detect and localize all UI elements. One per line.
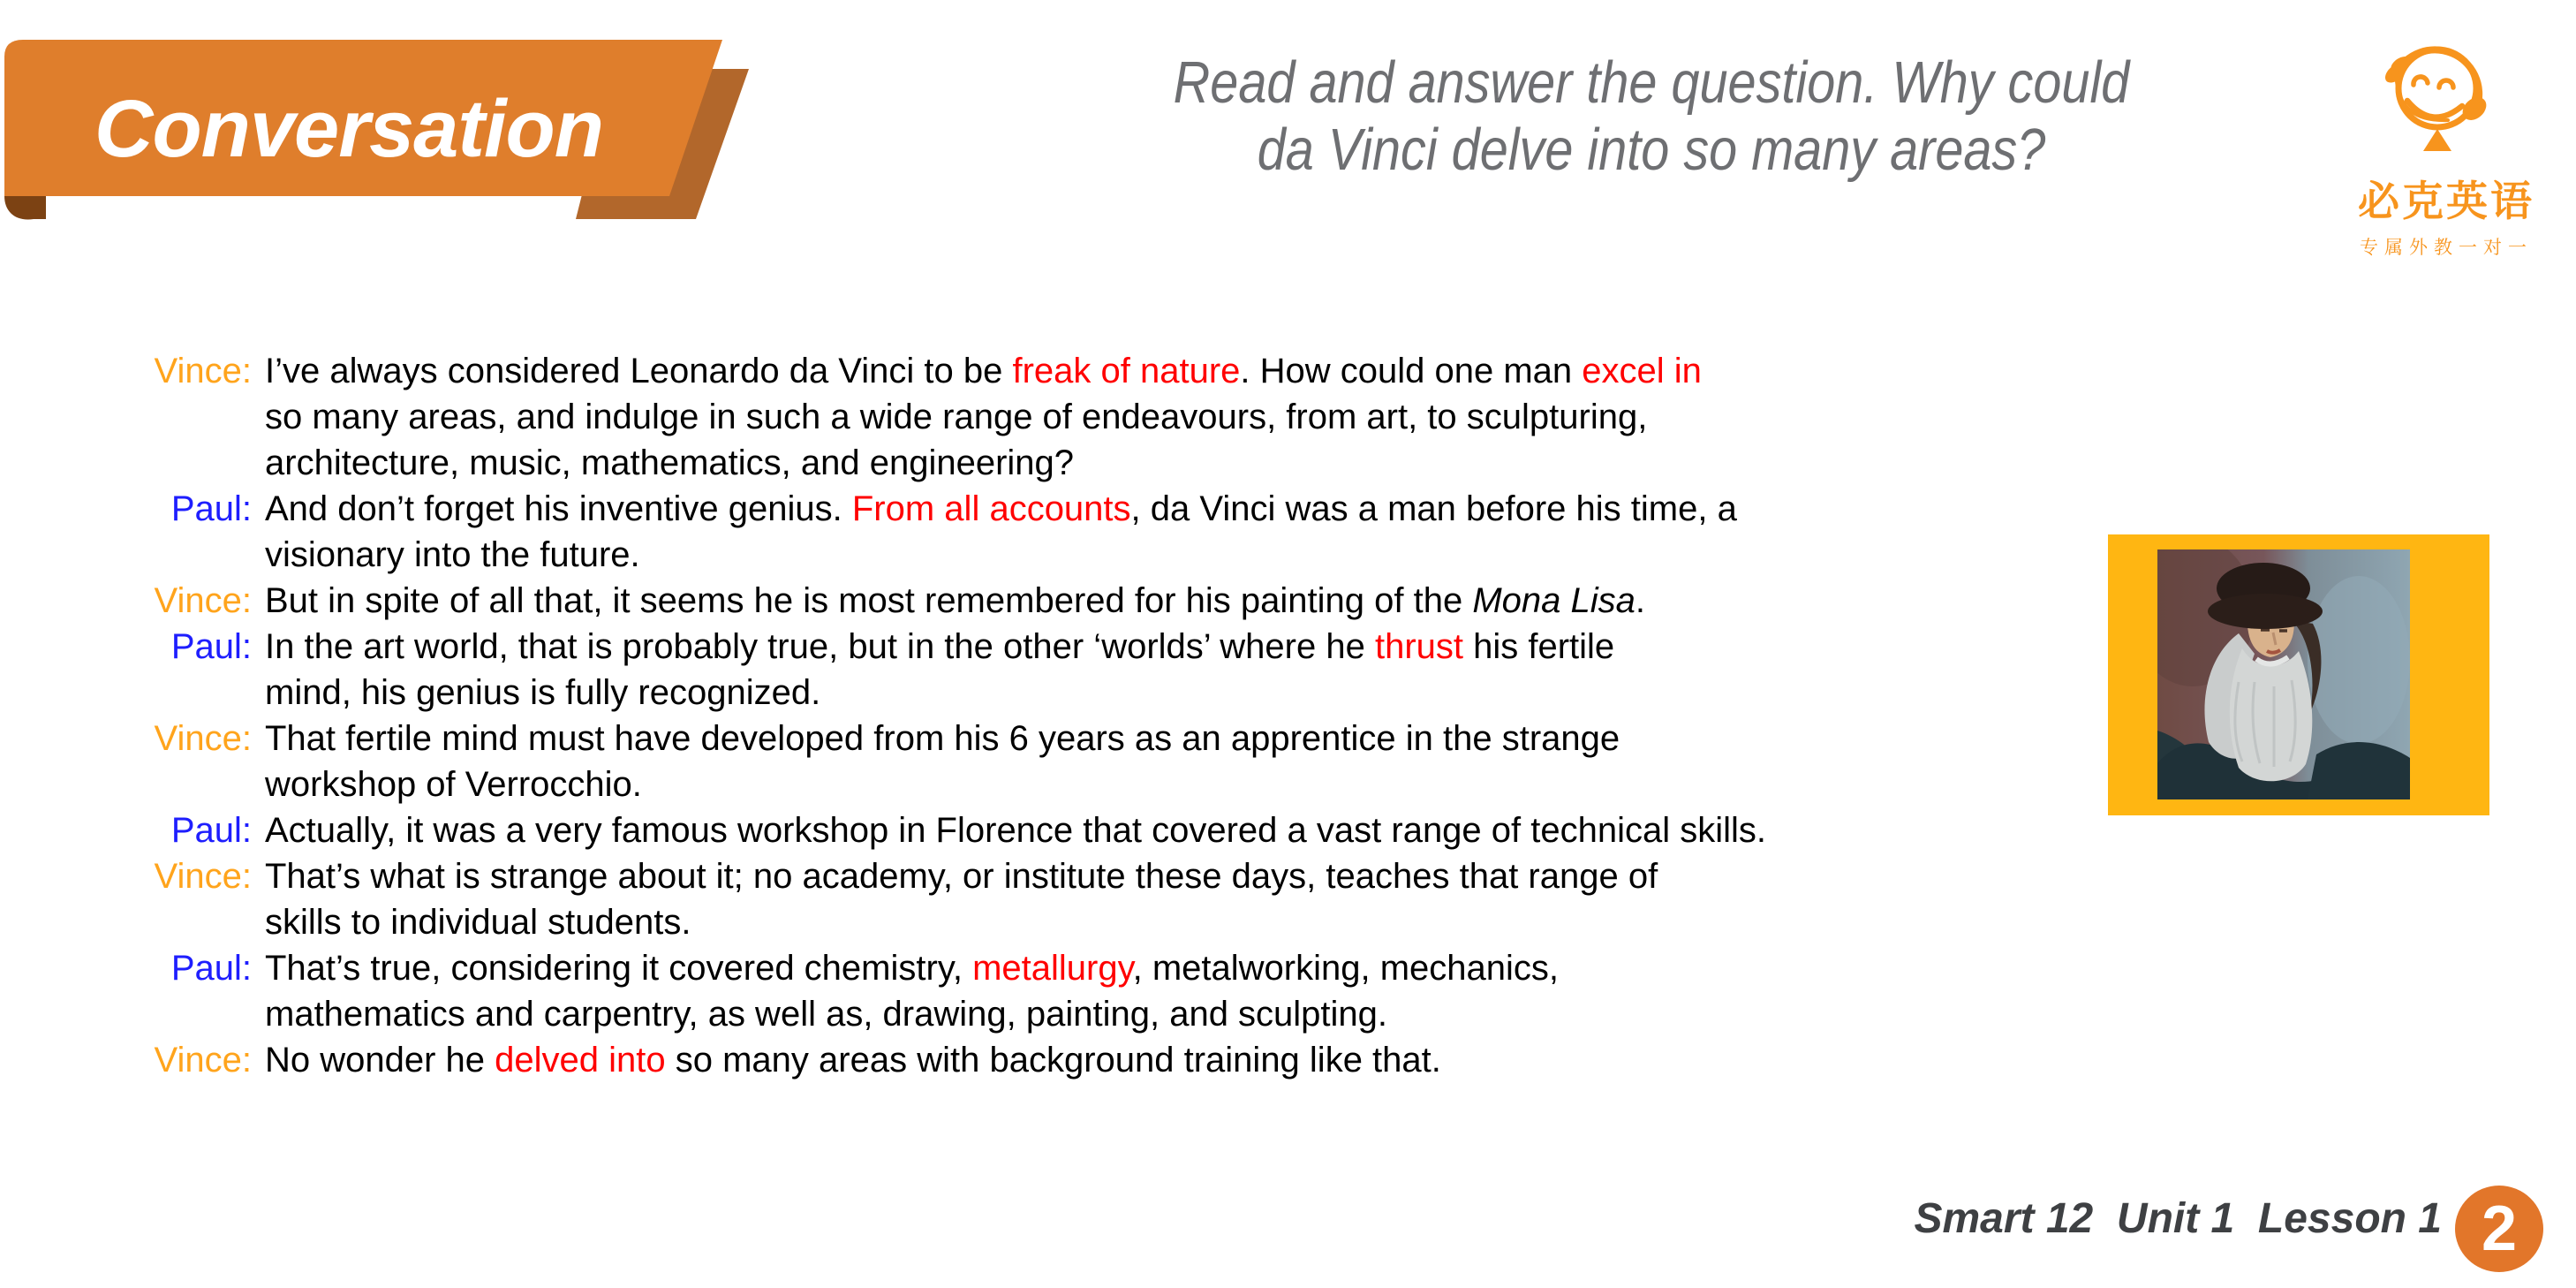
ribbon-corner-fold <box>4 196 46 219</box>
page-number: 2 <box>2481 1193 2518 1264</box>
dialogue-text: so many areas with background training like that. <box>665 1041 1441 1080</box>
task-instruction-line1: Read and answer the question. Why could <box>1173 49 2130 116</box>
dialogue-text: so many areas, and indulge in such a wide range of endeavours, from art, to sculpturing, <box>265 398 1648 436</box>
task-instruction-line2: da Vinci delve into so many areas? <box>1257 117 2046 183</box>
dialogue-turn <box>88 853 2296 945</box>
dialogue-text: architecture, music, mathematics, and engineering? <box>265 443 1075 482</box>
logo-name: 必克英语 <box>2358 178 2534 224</box>
headset-face-icon <box>2323 9 2570 161</box>
dialogue-text: . <box>1635 581 1646 620</box>
speaker-label: Paul: <box>170 627 252 666</box>
dialogue-turn <box>88 1037 2296 1083</box>
dialogue-text: But in spite of all that, it seems he is most remembered for his painting of the <box>265 581 1473 620</box>
dialogue-text: That’s what is strange about it; no academy, or institute these days, teaches that range of <box>265 857 1658 896</box>
dialogue-text: . How could one man <box>1240 352 1583 390</box>
vocabulary-highlight: excel in <box>1582 352 1702 390</box>
dialogue-text: In the art world, that is probably true, but in the other ‘worlds’ where he <box>265 627 1375 666</box>
speaker-label: Paul: <box>170 811 252 850</box>
da-vinci-portrait <box>2157 549 2410 799</box>
portrait-frame <box>2108 534 2489 815</box>
dialogue-text: mind, his genius is fully recognized. <box>265 673 821 712</box>
dialogue-text: That’s true, considering it covered chemistry, <box>265 949 973 988</box>
speaker-label: Vince: <box>154 581 252 620</box>
dialogue-text: Actually, it was a very famous workshop in Florence that covered a vast range of technical skills. <box>265 811 1767 850</box>
vocabulary-highlight: metallurgy <box>972 949 1133 988</box>
vocabulary-highlight: From all accounts <box>851 489 1131 528</box>
logo-tagline: 专属外教一对一 <box>2360 238 2533 258</box>
vocabulary-highlight: thrust <box>1374 627 1463 666</box>
dialogue-text: And don’t forget his inventive genius. <box>265 489 852 528</box>
dialogue-turn <box>88 624 2296 716</box>
vocabulary-highlight: freak of nature <box>1012 352 1241 390</box>
course-label: Smart 12 Unit 1 Lesson 1 <box>1914 1195 2442 1242</box>
dialogue-turn <box>88 716 2296 807</box>
logo-right-eye <box>2439 80 2453 87</box>
speaker-label: Paul: <box>170 949 252 988</box>
dialogue-text: mathematics and carpentry, as well as, drawing, painting, and sculpting. <box>265 995 1388 1034</box>
dialogue <box>88 348 2296 1083</box>
dialogue-text: , da Vinci was a man before his time, a <box>1130 489 1737 528</box>
dialogue-turn <box>88 945 2296 1037</box>
speaker-label: Paul: <box>170 489 252 528</box>
speaker-label: Vince: <box>154 352 252 390</box>
dialogue-text: That fertile mind must have developed from his 6 years as an apprentice in the strange <box>265 719 1620 758</box>
dialogue-text: workshop of Verrocchio. <box>265 765 642 804</box>
dialogue-turn <box>88 807 2296 853</box>
logo-collar-triangle <box>2423 129 2451 151</box>
dialogue-text: , metalworking, mechanics, <box>1132 949 1560 988</box>
dialogue-turn <box>88 578 2296 624</box>
dialogue-text: visionary into the future. <box>265 535 640 574</box>
speaker-label: Vince: <box>154 719 252 758</box>
logo-left-eye <box>2414 77 2428 85</box>
dialogue-text: No wonder he <box>265 1041 495 1080</box>
dialogue-text: skills to individual students. <box>265 903 691 942</box>
brand-logo <box>2323 9 2570 260</box>
banner-title: Conversation <box>94 84 603 174</box>
dialogue-text: Mona Lisa <box>1472 581 1635 620</box>
dialogue-turn <box>88 348 2296 486</box>
speaker-label: Vince: <box>154 1041 252 1080</box>
dialogue-text: I’ve always considered Leonardo da Vinci to be <box>265 352 1013 390</box>
dialogue-text: his fertile <box>1463 627 1615 666</box>
page-number-badge <box>2455 1186 2543 1272</box>
speaker-label: Vince: <box>154 857 252 896</box>
vocabulary-highlight: delved into <box>495 1041 666 1080</box>
dialogue-turn <box>88 486 2296 578</box>
conversation-banner <box>0 35 759 225</box>
task-instruction <box>1044 49 2259 184</box>
